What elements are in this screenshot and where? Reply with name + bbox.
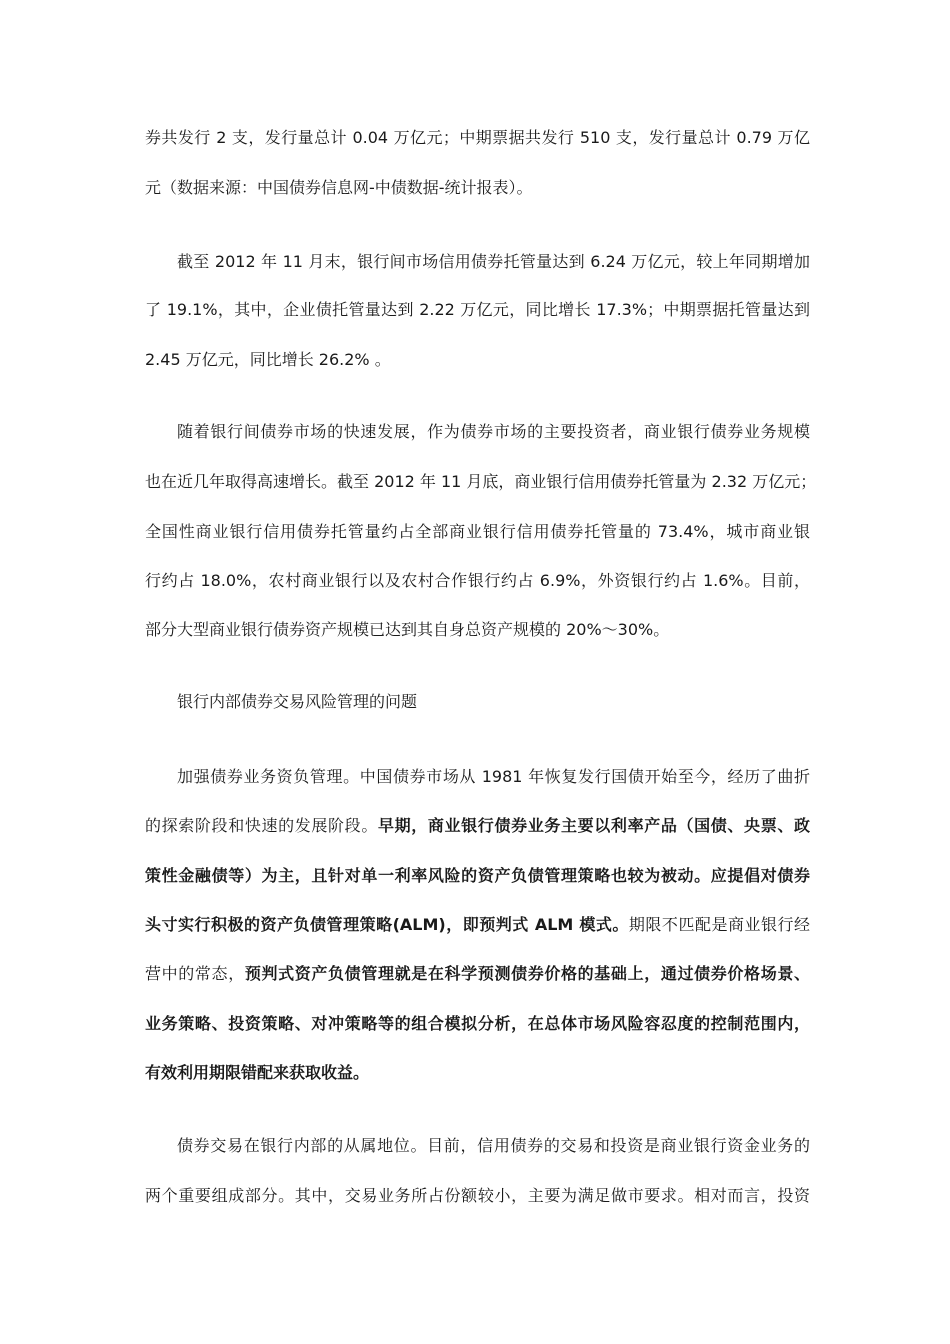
bold-text-run: 头寸实行积极的资产负债管理策略(ALM)，即预判式 ALM 模式。 — [145, 915, 629, 934]
text-line: 元（数据来源：中国债券信息网-中债数据-统计报表）。 — [145, 178, 533, 197]
text-line: 随着银行间债券市场的快速发展，作为债券市场的主要投资者，商业银行债券业务规模 — [177, 422, 810, 441]
text-line — [145, 915, 810, 935]
text-line: 截至 2012 年 11 月末，银行间市场信用债券托管量达到 6.24 万亿元，较上年同期增加 — [177, 252, 810, 271]
text-run: 营中的常态， — [145, 964, 245, 983]
text-line — [145, 964, 810, 984]
text-line: 债券交易在银行内部的从属地位。目前，信用债券的交易和投资是商业银行资金业务的 — [177, 1136, 810, 1155]
text-line — [145, 1014, 810, 1034]
bold-text-run: 有效利用期限错配来获取收益。 — [145, 1063, 370, 1082]
text-line: 全国性商业银行信用债券托管量约占全部商业银行信用债券托管量的 73.4%，城市商业银 — [145, 522, 810, 541]
text-line — [145, 866, 810, 886]
text-run: 的探索阶段和快速的发展阶段。 — [145, 816, 378, 835]
bold-text-run: 早期，商业银行债券业务主要以利率产品（国债、央票、政 — [377, 816, 810, 835]
text-line — [145, 1063, 810, 1083]
text-line: 了 19.1%，其中，企业债托管量达到 2.22 万亿元，同比增长 17.3%；中期票据托管量达到 — [145, 300, 810, 319]
text-line: 行约占 18.0%，农村商业银行以及农村合作银行约占 6.9%，外资银行约占 1.6%。目前， — [145, 571, 810, 590]
text-line — [145, 816, 810, 836]
text-line: 两个重要组成部分。其中，交易业务所占份额较小，主要为满足做市要求。相对而言，投资 — [145, 1186, 810, 1205]
section-heading: 银行内部债券交易风险管理的问题 — [177, 692, 418, 711]
bold-text-run: 策性金融债等）为主，且针对单一利率风险的资产负债管理策略也较为被动。应提倡对债券 — [145, 866, 810, 885]
text-line: 2.45 万亿元，同比增长 26.2% 。 — [145, 350, 391, 369]
text-line: 加强债券业务资负管理。中国债券市场从 1981 年恢复发行国债开始至今，经历了曲折 — [177, 767, 810, 786]
text-line: 券共发行 2 支，发行量总计 0.04 万亿元；中期票据共发行 510 支，发行量总计 0.79 万亿 — [145, 128, 810, 147]
bold-text-run: 预判式资产负债管理就是在科学预测债券价格的基础上，通过债券价格场景、 — [244, 964, 810, 983]
text-run: 期限不匹配是商业银行经 — [628, 915, 810, 934]
text-line: 部分大型商业银行债券资产规模已达到其自身总资产规模的 20%～30%。 — [145, 620, 670, 639]
text-line: 也在近几年取得高速增长。截至 2012 年 11 月底，商业银行信用债券托管量为 2.32 万亿元； — [145, 472, 817, 491]
bold-text-run: 业务策略、投资策略、对冲策略等的组合模拟分析，在总体市场风险容忍度的控制范围内， — [145, 1014, 810, 1033]
